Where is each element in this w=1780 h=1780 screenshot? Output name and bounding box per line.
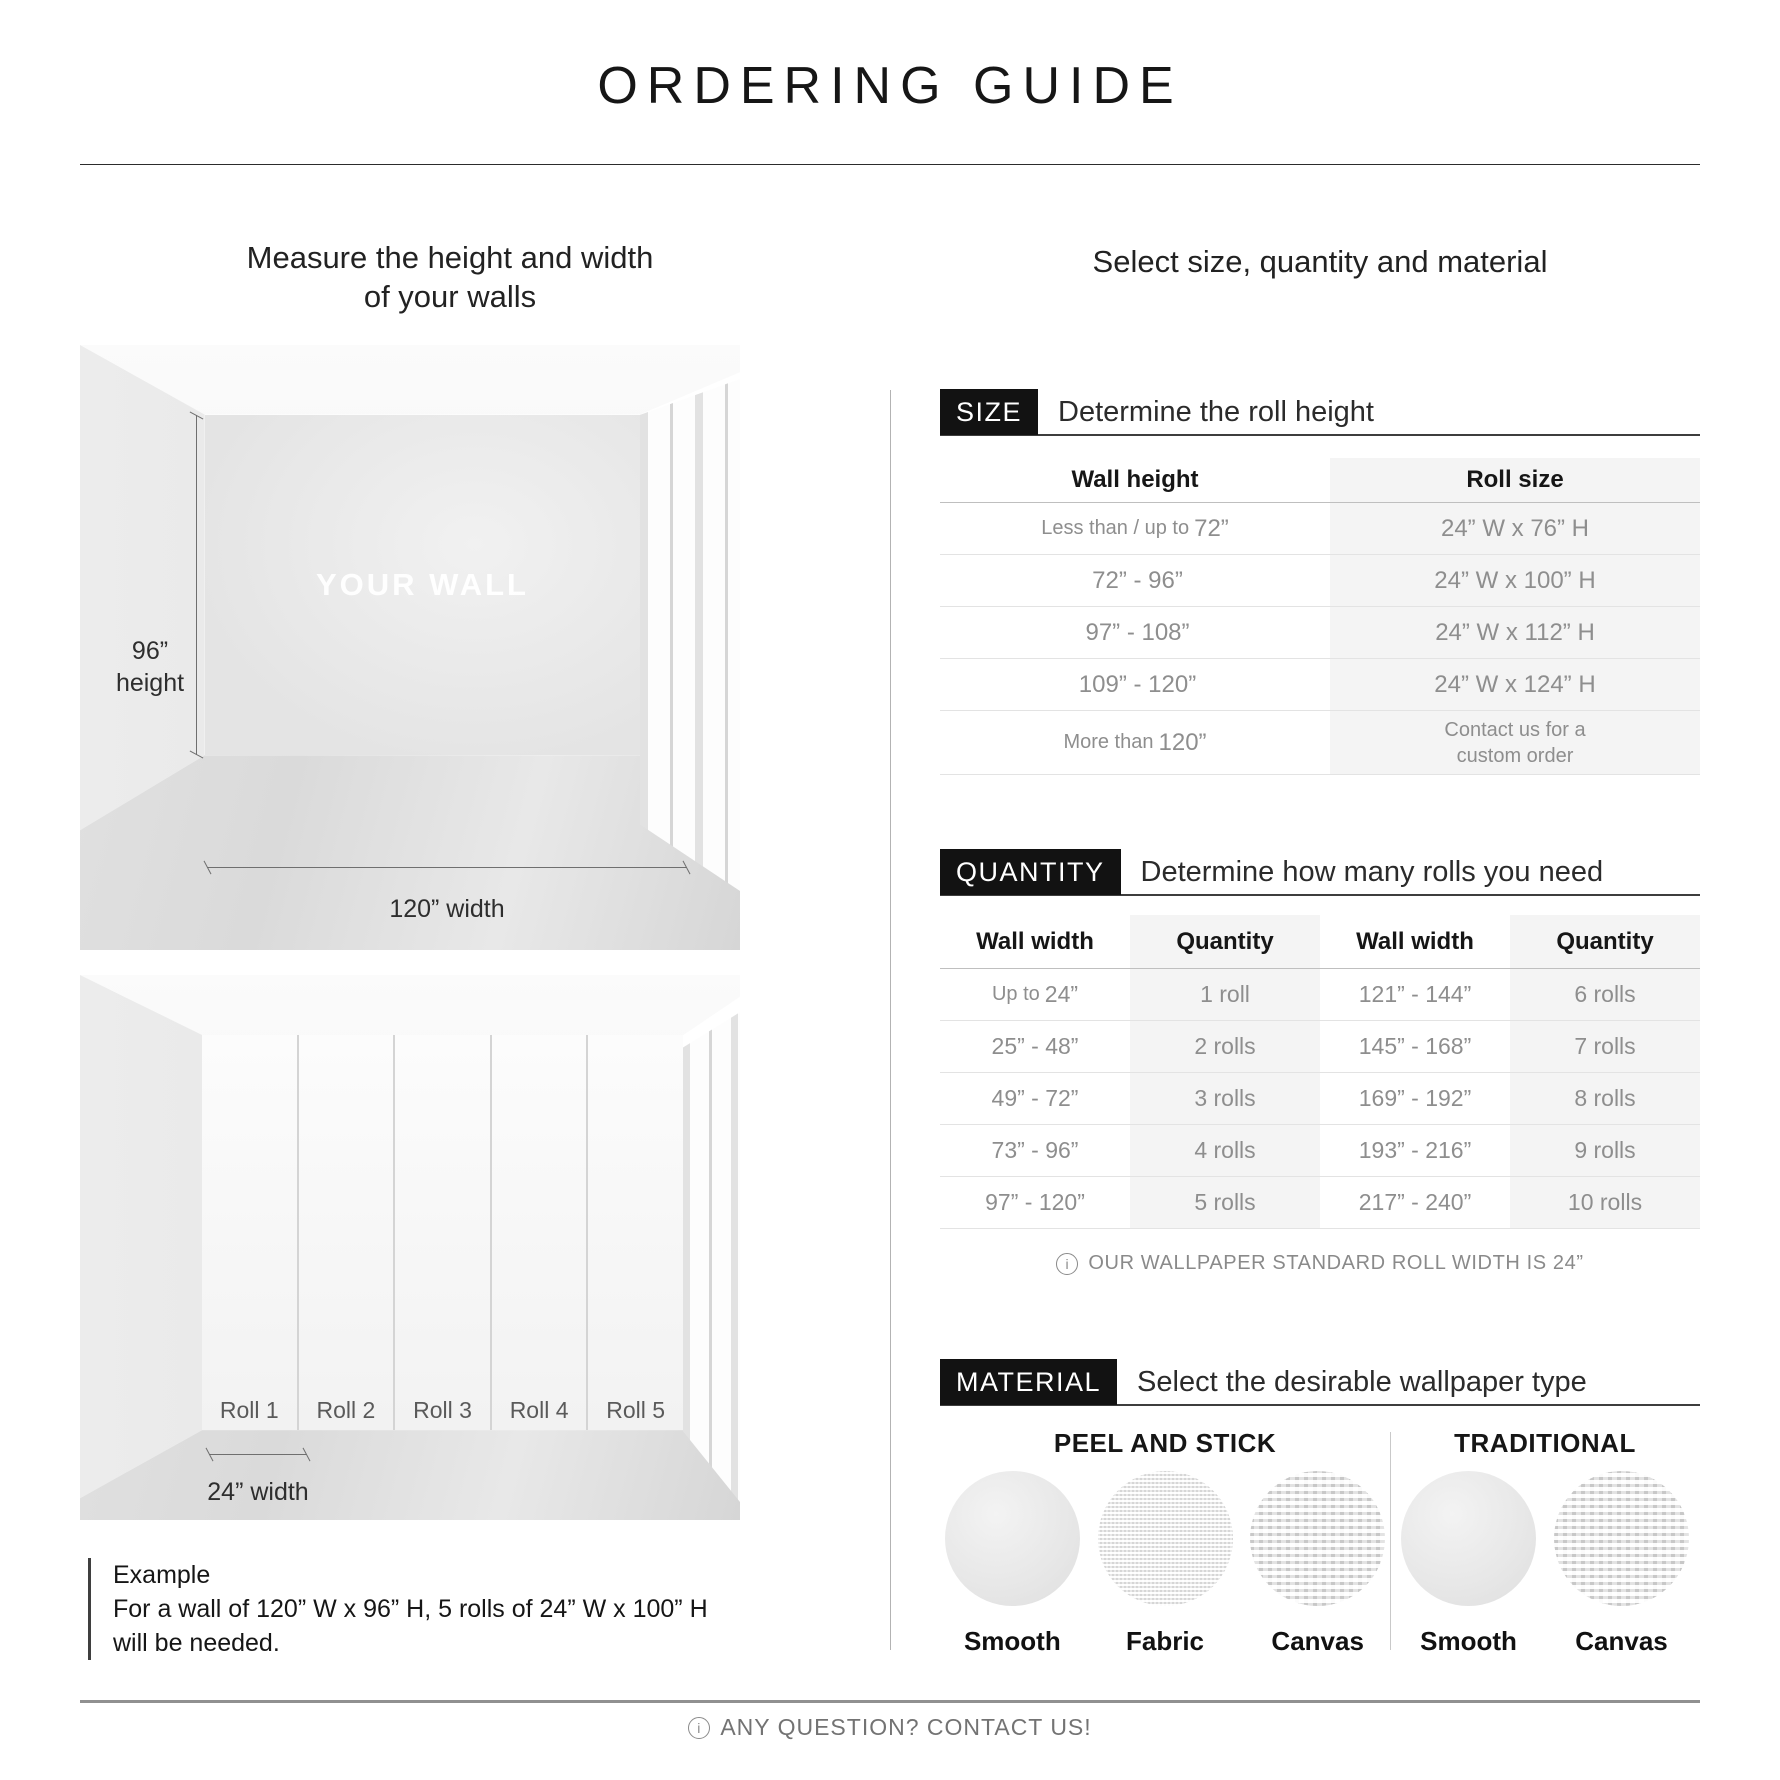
wall-width-cell: 49” - 72” [940, 1073, 1130, 1125]
example-line: will be needed. [113, 1629, 280, 1657]
canvas-texture-swatch [1250, 1471, 1385, 1606]
wall-width-cell: 217” - 240” [1320, 1177, 1510, 1229]
wall-height-cell [940, 503, 1330, 555]
roll-width-dimension-line [209, 1454, 307, 1455]
room2-window [683, 997, 740, 1502]
material-group-peel-and-stick [940, 1428, 1390, 1657]
left-heading-line1: Measure the height and width [246, 240, 654, 275]
wall-width-cell [940, 969, 1130, 1021]
roll-label: Roll 5 [606, 1397, 666, 1423]
quantity-cell: 1 roll [1130, 969, 1320, 1021]
size-section-header [940, 390, 1700, 436]
roll-label: Roll 3 [413, 1397, 472, 1423]
roll-size-cell [1330, 711, 1700, 775]
quantity-section-title: Determine how many rolls you need [1140, 855, 1604, 888]
quantity-cell: 10 rolls [1510, 1177, 1700, 1229]
wall-height-cell [940, 555, 1330, 607]
cell-value: 109” - 120” [1078, 670, 1197, 698]
right-column-heading: Select size, quantity and material [1092, 244, 1548, 279]
wall-width-cell: 25” - 48” [940, 1021, 1130, 1073]
footer-divider [80, 1700, 1700, 1703]
quantity-cell: 4 rolls [1130, 1125, 1320, 1177]
quantity-cell: 6 rolls [1510, 969, 1700, 1021]
size-section-title: Determine the roll height [1058, 395, 1374, 428]
quantity-cell: 5 rolls [1130, 1177, 1320, 1229]
roll-width-note [940, 1252, 1700, 1275]
roll-width-note-text: OUR WALLPAPER STANDARD ROLL WIDTH IS 24” [1088, 1252, 1584, 1274]
smooth-texture-swatch [945, 1471, 1080, 1606]
page-title: ORDERING GUIDE [597, 57, 1183, 115]
material-group-traditional [1390, 1428, 1700, 1657]
quantity-cell: 2 rolls [1130, 1021, 1320, 1073]
swatch-label: Smooth [963, 1626, 1061, 1656]
quantity-cell: 7 rolls [1510, 1021, 1700, 1073]
cell-value: 24” [1044, 981, 1079, 1007]
material-section-header [940, 1360, 1700, 1406]
swatch-smooth [940, 1471, 1085, 1657]
wall-width-cell: 73” - 96” [940, 1125, 1130, 1177]
wall-height-cell [940, 607, 1330, 659]
smooth-texture-swatch [1401, 1471, 1536, 1606]
left-column-heading [100, 238, 800, 316]
width-label: 120” width [389, 895, 505, 923]
header-divider [80, 164, 1700, 165]
roll-size-cell: 24” W x 124” H [1330, 659, 1700, 711]
col-header-wall-width: Wall width [1320, 915, 1510, 969]
room-illustration-rolls [80, 975, 740, 1520]
info-icon: i [1056, 1253, 1078, 1275]
example-note [88, 1558, 708, 1660]
col-header-wall-width: Wall width [940, 915, 1130, 969]
cell-prefix: Less than / up to [1041, 517, 1190, 539]
rolls-quantity-table [940, 915, 1700, 1229]
swatch-label: Fabric [1125, 1626, 1205, 1656]
cell-value: 120” [1158, 728, 1207, 756]
size-badge: SIZE [940, 389, 1038, 435]
material-group-name: TRADITIONAL [1454, 1428, 1636, 1458]
material-group-name: PEEL AND STICK [1053, 1428, 1277, 1458]
height-value: 96” [131, 637, 169, 665]
wall-width-cell: 193” - 216” [1320, 1125, 1510, 1177]
cell-prefix: Up to [991, 983, 1040, 1005]
quantity-badge: QUANTITY [940, 849, 1121, 895]
roll-panel [299, 1035, 394, 1430]
roll-label: Roll 2 [316, 1397, 376, 1423]
roll-panel [492, 1035, 587, 1430]
roll-size-cell: 24” W x 76” H [1330, 503, 1700, 555]
col-header-quantity: Quantity [1510, 915, 1700, 969]
swatch-row [1390, 1471, 1700, 1657]
swatch-label: Canvas [1271, 1626, 1364, 1656]
cell-value: 97” - 108” [1085, 618, 1190, 646]
roll-panel [395, 1035, 490, 1430]
swatch-row [940, 1471, 1390, 1657]
roll-label: Roll 1 [219, 1397, 279, 1423]
quantity-cell: 3 rolls [1130, 1073, 1320, 1125]
wall-height-cell [940, 659, 1330, 711]
room-illustration-wall [80, 345, 740, 950]
wall-width-cell: 169” - 192” [1320, 1073, 1510, 1125]
material-section-title: Select the desirable wallpaper type [1137, 1365, 1587, 1398]
example-line: For a wall of 120” W x 96” H, 5 rolls of 24” W x 100” H [113, 1595, 708, 1623]
column-divider [890, 390, 891, 1650]
roll-panel [202, 1035, 297, 1430]
material-badge: MATERIAL [940, 1359, 1117, 1405]
canvas-texture-swatch [1554, 1471, 1689, 1606]
footer-contact [0, 1714, 1780, 1741]
fabric-texture-swatch [1098, 1471, 1233, 1606]
wall-width-cell: 121” - 144” [1320, 969, 1510, 1021]
cell-value: 72” [1194, 514, 1229, 542]
roll-size-cell: 24” W x 100” H [1330, 555, 1700, 607]
roll-panel [588, 1035, 683, 1430]
left-heading-line2: of your walls [363, 279, 537, 314]
cell-prefix: More than [1063, 731, 1154, 753]
swatch-canvas [1245, 1471, 1390, 1657]
height-dimension-line [196, 415, 197, 755]
roll-label: Roll 4 [509, 1397, 569, 1423]
cell-value: 72” - 96” [1092, 566, 1183, 594]
info-icon: i [688, 1717, 710, 1739]
room1-window [640, 379, 740, 891]
col-header-wall-height: Wall height [940, 458, 1330, 503]
example-title: Example [113, 1561, 211, 1589]
wall-width-cell: 145” - 168” [1320, 1021, 1510, 1073]
room1-back-wall [205, 415, 640, 755]
swatch-fabric [1093, 1471, 1238, 1657]
swatch-canvas [1549, 1471, 1694, 1657]
your-wall-label: YOUR WALL [316, 567, 529, 602]
roll-width-label: 24” width [207, 1478, 309, 1506]
quantity-cell: 8 rolls [1510, 1073, 1700, 1125]
width-dimension-line [207, 867, 687, 868]
swatch-label: Canvas [1575, 1626, 1668, 1656]
wall-height-cell [940, 711, 1330, 775]
quantity-section-header [940, 850, 1700, 896]
height-word: height [115, 669, 185, 697]
swatch-label: Smooth [1420, 1626, 1517, 1656]
height-label [98, 635, 202, 699]
wallpaper-roll-panels [202, 1035, 683, 1430]
roll-size-cell: 24” W x 112” H [1330, 607, 1700, 659]
wall-width-cell: 97” - 120” [940, 1177, 1130, 1229]
swatch-smooth [1396, 1471, 1541, 1657]
col-header-roll-size: Roll size [1330, 458, 1700, 503]
quantity-cell: 9 rolls [1510, 1125, 1700, 1177]
col-header-quantity: Quantity [1130, 915, 1320, 969]
footer-contact-text: ANY QUESTION? CONTACT US! [720, 1714, 1092, 1740]
roll-height-table [940, 458, 1700, 775]
cell-value: Contact us for a custom order [1444, 718, 1586, 767]
